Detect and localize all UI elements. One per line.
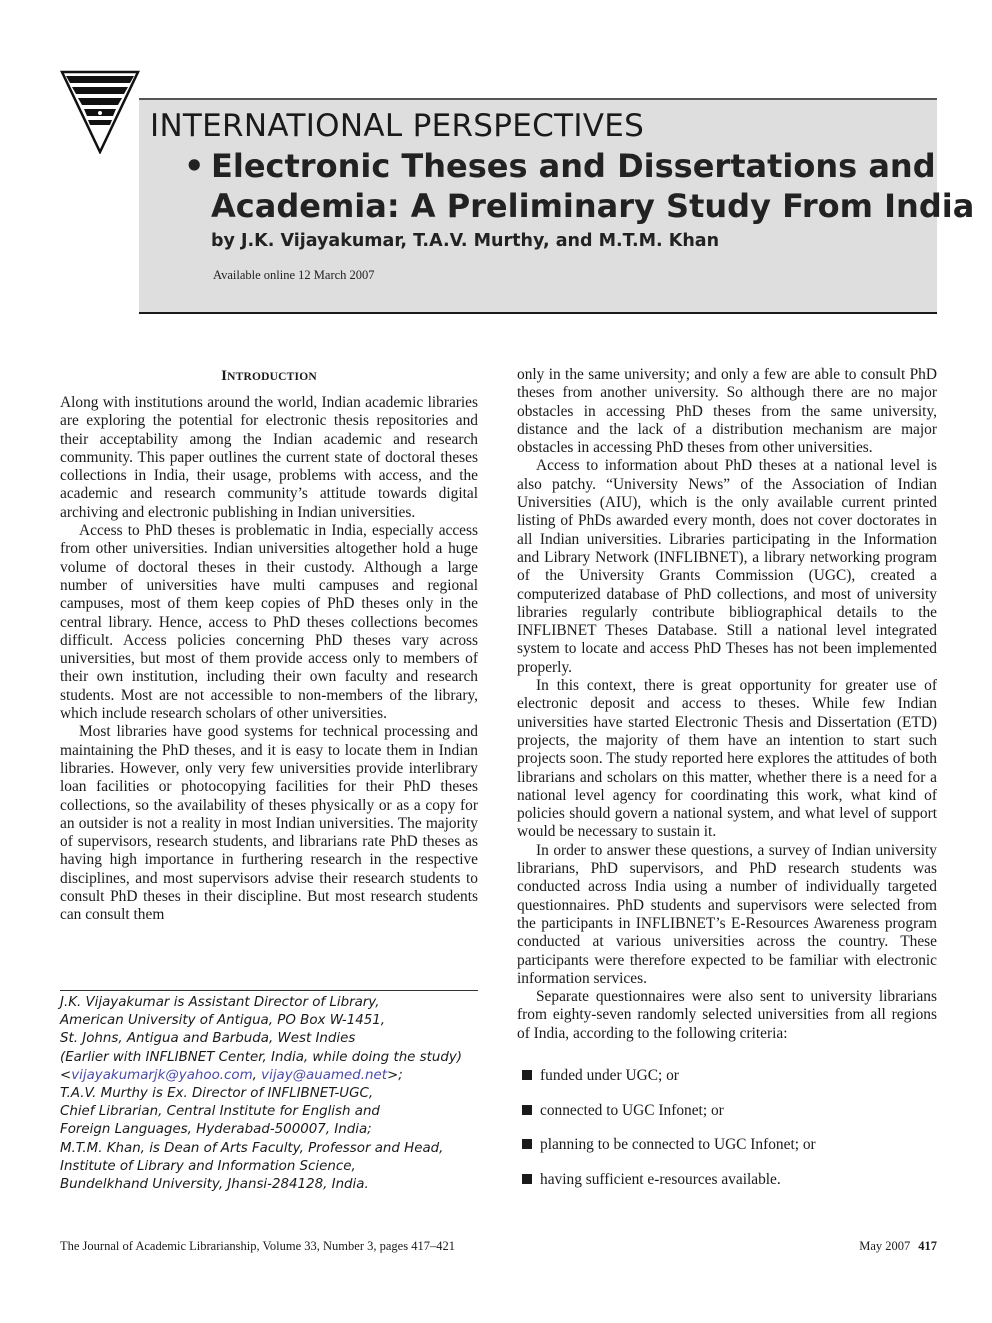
section-title: INTERNATIONAL PERSPECTIVES (150, 108, 645, 144)
paragraph: In order to answer these questions, a survey of Indian university librarians, PhD supervisors, and PhD research students was conducted across India using a number of individually targeted questionnaires. PhD students and supervisors were selected from the participants in INFLIBNET’s E-Resources Awareness program conducted at various universities across the country. These participants were therefore expected to be familiar with electronic information services. (517, 841, 937, 987)
list-item: having sufficient e-resources available. (522, 1171, 781, 1189)
paragraph: Separate questionnaires were also sent to university librarians from eighty-seven randomly selected universities from all regions of India, according to the following criteria: (517, 988, 937, 1042)
paragraph: Along with institutions around the world, Indian academic libraries are exploring the potential for electronic thesis repositories and their acceptability among the Indian academic and research community. This paper outlines the current state of doctoral theses collections in India, their usage, problems with access, and the academic and research community’s attitude towards digital archiving and electronic publishing in Indian universities. (60, 394, 478, 521)
page-footer-right (859, 1239, 937, 1254)
right-column (517, 366, 937, 1043)
square-bullet-icon (522, 1174, 532, 1184)
paragraph: Most libraries have good systems for technical processing and maintaining the PhD theses, and it is easy to locate them in Indian libraries. However, only very few universities provide interlibrary loan facilities or photocopying facilities for their PhD theses collections, so the availability of theses physically or as a copy for an outsider is not a reality in most Indian universities. The majority of supervisors, research students, and librarians rate PhD theses as having high importance in furthering research in the respective disciplines, and most supervisors advise their research students to consult PhD theses in their discipline. But most research students can consult them (60, 723, 478, 924)
title-bullet: • (184, 147, 205, 185)
author-byline: by J.K. Vijayakumar, T.A.V. Murthy, and M.T.M. Khan (211, 231, 720, 251)
email-link-2[interactable]: vijay@auamed.net (261, 1067, 387, 1083)
journal-citation: The Journal of Academic Librarianship, Volume 33, Number 3, pages 417–421 (60, 1239, 455, 1253)
heading-rest: NTRODUCTION (227, 371, 317, 383)
title-line-2: Academia: A Preliminary Study From India (211, 187, 975, 225)
introduction-heading (60, 368, 478, 385)
publisher-logo (60, 70, 140, 154)
title-line-1: Electronic Theses and Dissertations and (211, 147, 936, 185)
email-link-1[interactable]: vijayakumarjk@yahoo.com (71, 1067, 253, 1083)
footnote-divider (60, 990, 478, 991)
square-bullet-icon (522, 1139, 532, 1149)
list-item: planning to be connected to UGC Infonet; or (522, 1136, 816, 1154)
list-item: connected to UGC Infonet; or (522, 1102, 724, 1120)
page-number: 417 (918, 1239, 937, 1253)
article-header (139, 98, 975, 314)
issue-date: May 2007 (859, 1239, 911, 1253)
email-line: <vijayakumarjk@yahoo.com, vijay@auamed.net>; (60, 1067, 403, 1083)
paragraph: In this context, there is great opportunity for greater use of electronic deposit and access to theses. While few Indian universities have started Electronic Thesis and Dissertation (ETD) projects, the majority of them have an intention to start such projects soon. The study reported here explores the attitudes of both librarians and scholars on this matter, whether there is a need for a national level agency for coordinating this work, what kind of policies should govern a national system, and what level of support would be necessary to sustain it. (517, 677, 937, 841)
paragraph: only in the same university; and only a few are able to consult PhD theses from another university. So although there are no major obstacles in accessing PhD theses from the same university, distance and the lack of a distribution mechanism are major obstacles in accessing PhD theses from other universities. (517, 366, 937, 457)
paragraph: Access to PhD theses is problematic in India, especially access from other universities. Indian universities altogether hold a huge volume of doctoral theses in their custody. Although a large number of universities have multi campuses and regional campuses, most of them keep copies of PhD theses only in the central library. Hence, access to PhD theses collections becomes difficult. Access policies concerning PhD theses vary across universities, but most of them provide access only to members of their own institution, including their own faculty and research students. Most are not accessible to non-members of the library, which include research scholars of other universities. (60, 522, 478, 723)
heading-initial: I (221, 368, 228, 384)
square-bullet-icon (522, 1070, 532, 1080)
paragraph: Access to information about PhD theses at a national level is also patchy. “University News” of the Association of Indian Universities (AIU), which is the only available current printed listing of PhDs awarded every month, does not cover doctorates in all Indian universities. Libraries participating in the Information and Library Network (INFLIBNET), a library networking program of the University Grants Commission (UGC), created a computerized database of PhD collections, and most of university libraries regularly contribute bibliographical details to the INFLIBNET Theses Database. Still a national level integrated system to locate and access PhD Theses has not been implemented properly. (517, 457, 937, 676)
available-online-date: Available online 12 March 2007 (213, 268, 375, 282)
square-bullet-icon (522, 1105, 532, 1115)
left-column (60, 394, 478, 925)
author-footnote: J.K. Vijayakumar is Assistant Director of Library, American University of Antigua, PO Box W-1451, St. Johns, Antigua and Barbuda, West Indies (Earlier with INFLIBNET Center, India, while doing the study) <vijayakumarjk@yahoo.com, vijay@auamed.net>; T.A.V. Murthy is Ex. Director of INFLIBNET-UGC, Chief Librarian, Central Institute for English and Foreign Languages, Hyderabad-500007, India; M.T.M. Khan, is Dean of Arts Faculty, Professor and Head, Institute of Library and Information Science, Bundelkhand University, Jhansi-284128, India. (60, 994, 490, 1194)
list-item: funded under UGC; or (522, 1067, 679, 1085)
